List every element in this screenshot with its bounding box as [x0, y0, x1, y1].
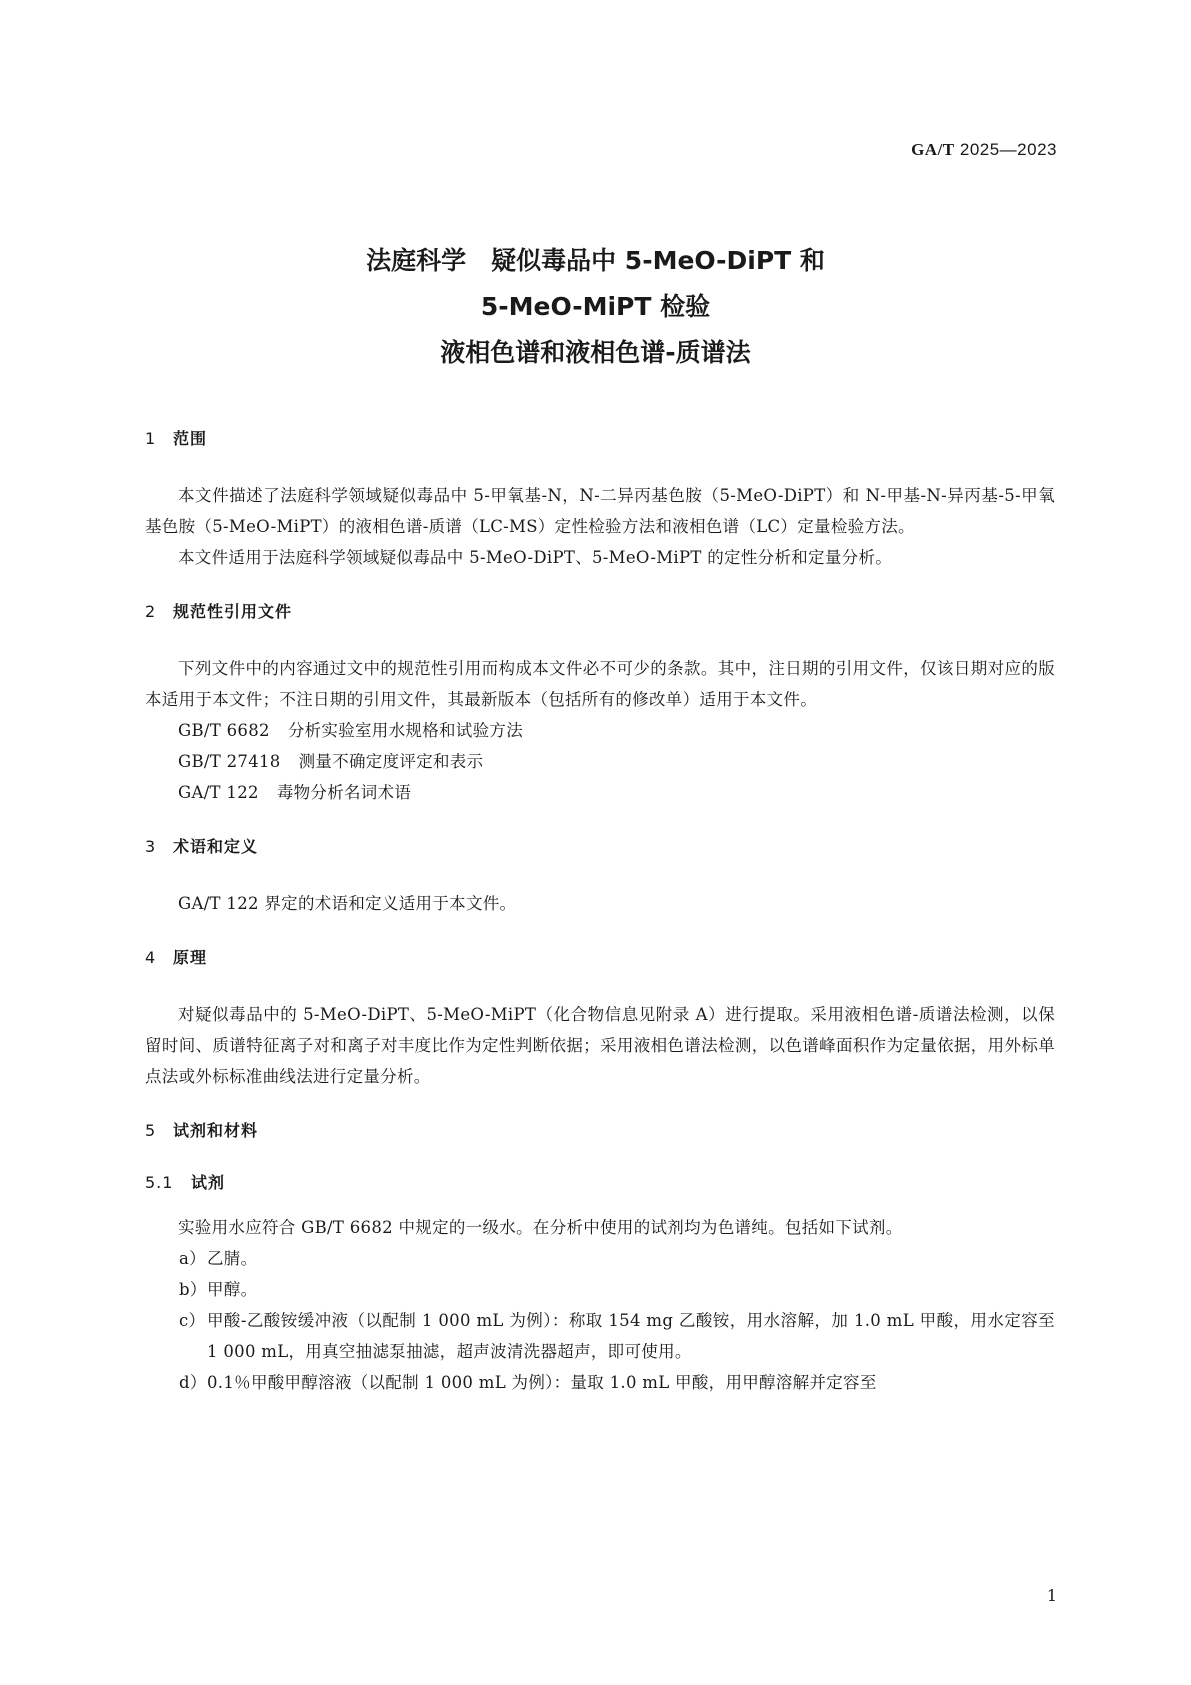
section-heading-3	[145, 836, 1055, 858]
paragraph: GA/T 122 界定的术语和定义适用于本文件。	[178, 894, 517, 913]
paragraph: 实验用水应符合 GB/T 6682 中规定的一级水。在分析中使用的试剂均为色谱纯。包括如下试剂。	[178, 1218, 903, 1237]
reference-code: GB/T 6682	[178, 721, 270, 740]
title-line-2: 5-MeO-MiPT 检验	[480, 292, 711, 321]
document-body	[145, 428, 1055, 1398]
section-title: 范围	[173, 429, 208, 448]
list-marker: a）	[179, 1249, 206, 1268]
section-heading-4	[145, 947, 1055, 969]
list-text: 甲酸-乙酸铵缓冲液（以配制 1 000 mL 为例）：称取 154 mg 乙酸铵，用水溶解，加 1.0 mL 甲酸，用水定容至 1 000 mL，用真空抽滤泵抽滤，超声波清洗器超声，即可使用。	[207, 1311, 1055, 1361]
paragraph: 对疑似毒品中的 5-MeO-DiPT、5-MeO-MiPT（化合物信息见附录 A）进行提取。采用液相色谱-质谱法检测，以保留时间、质谱特征离子对和离子对丰度比作为定性判断依据；采用液相色谱法检测，以色谱峰面积作为定量依据，用外标单点法或外标标准曲线法进行定量分析。	[145, 1005, 1055, 1086]
list-item	[145, 1305, 1055, 1367]
paragraph: 下列文件中的内容通过文中的规范性引用而构成本文件必不可少的条款。其中，注日期的引用文件，仅该日期对应的版本适用于本文件；不注日期的引用文件，其最新版本（包括所有的修改单）适用于本文件。	[145, 659, 1055, 709]
standard-year: 2025—2023	[959, 140, 1057, 159]
reference-code: GB/T 27418	[178, 752, 281, 771]
reference-item	[145, 777, 1055, 808]
reference-item	[145, 746, 1055, 777]
list-item	[145, 1367, 1055, 1398]
section-number: 2	[145, 602, 157, 621]
paragraph: 本文件描述了法庭科学领域疑似毒品中 5-甲氧基-N，N-二异丙基色胺（5-MeO-DiPT）和 N-甲基-N-异丙基-5-甲氧基色胺（5-MeO-MiPT）的液相色谱-质谱（LC-MS）定性检验方法和液相色谱（LC）定量检验方法。	[145, 486, 1055, 536]
section-title: 试剂	[191, 1173, 226, 1192]
section-number: 5.1	[145, 1173, 174, 1192]
subsection-heading-5-1	[145, 1172, 1055, 1194]
section-heading-2	[145, 601, 1055, 623]
section-heading-5	[145, 1120, 1055, 1142]
document-title	[0, 238, 1191, 376]
section-number: 4	[145, 948, 157, 967]
section-title: 原理	[173, 948, 208, 967]
reference-title: 测量不确定度评定和表示	[298, 752, 484, 771]
section-title: 术语和定义	[173, 837, 259, 856]
reference-code: GA/T 122	[178, 783, 259, 802]
list-text: 乙腈。	[207, 1249, 258, 1268]
title-line-1: 法庭科学 疑似毒品中 5-MeO-DiPT 和	[366, 246, 825, 275]
title-line-3: 液相色谱和液相色谱-质谱法	[440, 338, 751, 367]
section-heading-1	[145, 428, 1055, 450]
reference-title: 分析实验室用水规格和试验方法	[287, 721, 524, 740]
section-number: 3	[145, 837, 157, 856]
section-number: 1	[145, 429, 157, 448]
list-marker: b）	[179, 1280, 207, 1299]
list-item	[145, 1274, 1055, 1305]
list-marker: d）	[179, 1373, 207, 1392]
list-text: 0.1％甲酸甲醇溶液（以配制 1 000 mL 为例）：量取 1.0 mL 甲酸，用甲醇溶解并定容至	[207, 1373, 877, 1392]
page-number: 1	[1046, 1586, 1057, 1605]
standard-prefix: GA/T	[911, 140, 955, 159]
section-title: 试剂和材料	[173, 1121, 259, 1140]
section-title: 规范性引用文件	[173, 602, 293, 621]
standard-number	[911, 140, 1057, 160]
list-item	[145, 1243, 1055, 1274]
list-text: 甲醇。	[207, 1280, 258, 1299]
paragraph: 本文件适用于法庭科学领域疑似毒品中 5-MeO-DiPT、5-MeO-MiPT 的定性分析和定量分析。	[178, 548, 893, 567]
section-number: 5	[145, 1121, 157, 1140]
reference-title: 毒物分析名词术语	[276, 783, 412, 802]
reference-item	[145, 715, 1055, 746]
list-marker: c）	[179, 1311, 206, 1330]
